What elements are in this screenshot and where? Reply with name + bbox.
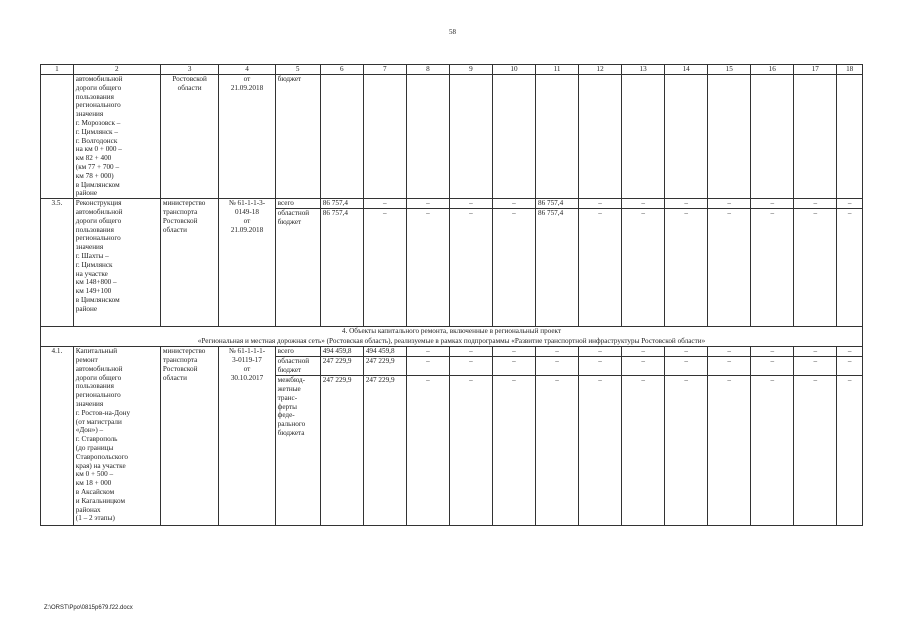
- empty-value-dash: –: [579, 357, 622, 376]
- empty-value-dash: –: [449, 357, 492, 376]
- cell-line: г. Цимлянск –: [75, 127, 118, 136]
- funding-source-cell: [275, 357, 320, 376]
- column-number-1: 1: [41, 65, 74, 75]
- empty-value-dash: –: [579, 376, 622, 526]
- cell-line: в Аксайском: [75, 487, 115, 496]
- cell-line: г. Шахты –: [75, 251, 109, 260]
- empty-value-dash: –: [794, 357, 837, 376]
- cell-line: автомобильной: [75, 364, 123, 373]
- cell-line: министерство: [162, 199, 206, 208]
- column-number-9: 9: [449, 65, 492, 75]
- cell-line: бюджет: [277, 75, 302, 83]
- cell-line: 21.09.2018: [230, 225, 264, 234]
- document-cell: [219, 75, 275, 199]
- cell-line: км 78 + 000): [75, 171, 114, 180]
- empty-value-dash: –: [837, 347, 863, 357]
- empty-value-dash: –: [794, 199, 837, 209]
- cell-line: ремонт: [75, 355, 98, 364]
- empty-value-dash: –: [751, 357, 794, 376]
- empty-value-dash: –: [363, 209, 406, 327]
- cell-line: бюджет: [277, 217, 302, 226]
- column-number-16: 16: [751, 65, 794, 75]
- file-path-footer: Z:\ORST\Ppo\0815p679.f22.docx: [44, 605, 133, 611]
- cell-line: г. Морозовск –: [75, 118, 121, 127]
- cell-line: г. Ставрополь: [75, 435, 118, 444]
- empty-value-dash: –: [449, 347, 492, 357]
- empty-value-dash: –: [536, 376, 579, 526]
- empty-value-dash: –: [622, 357, 665, 376]
- empty-value-dash: –: [406, 209, 449, 327]
- cell-line: районе: [75, 304, 98, 313]
- row-number-cell: 4.1.: [41, 347, 74, 526]
- cell-line: дороги общего: [75, 83, 122, 92]
- section-heading-line1: 4. Объекты капитального ремонта, включенные в региональный проект: [341, 327, 562, 336]
- column-number-14: 14: [665, 65, 708, 75]
- value-col11: 86 757,4: [536, 209, 579, 327]
- column-number-11: 11: [536, 65, 579, 75]
- cell-line: (от магистрали: [75, 417, 122, 426]
- funding-source-cell: [275, 75, 320, 199]
- cell-line: бюджет: [277, 365, 302, 374]
- continuation-row: [41, 75, 863, 199]
- cell-line: транс-: [277, 393, 298, 402]
- cell-line: (км 77 + 700 –: [75, 162, 120, 171]
- cell-line: ферты: [277, 402, 297, 411]
- empty-value-dash: –: [622, 199, 665, 209]
- empty-value-dash: –: [837, 209, 863, 327]
- cell-line: министерство: [162, 347, 206, 356]
- empty-value-dash: –: [708, 199, 751, 209]
- cell-line: в Цимлянском: [75, 295, 120, 304]
- column-number-12: 12: [579, 65, 622, 75]
- empty-value-dash: –: [579, 347, 622, 357]
- cell-line: бюджета: [277, 428, 305, 437]
- cell-line: края) на участке: [75, 461, 126, 470]
- empty-value-dash: –: [751, 376, 794, 526]
- cell-line: км 18 + 000: [75, 479, 112, 488]
- cell-line: Ростовской: [172, 75, 207, 83]
- cell-line: транспорта: [162, 355, 198, 364]
- cell-line: и Кагальницком: [75, 496, 126, 505]
- column-number-10: 10: [492, 65, 535, 75]
- column-number-7: 7: [363, 65, 406, 75]
- empty-value-dash: –: [665, 347, 708, 357]
- value-col6: 247 229,9: [320, 357, 363, 376]
- object-row-4-1: [41, 347, 863, 357]
- section-heading-row: [41, 327, 863, 347]
- cell-line: регионального: [75, 234, 121, 243]
- cell-line: Капитальный: [75, 347, 118, 356]
- column-number-17: 17: [794, 65, 837, 75]
- cell-line: пользования: [75, 225, 114, 234]
- column-number-15: 15: [708, 65, 751, 75]
- empty-value-dash: –: [794, 376, 837, 526]
- object-row-3-5: [41, 199, 863, 209]
- empty-value-dash: –: [492, 376, 535, 526]
- cell-line: км 148+800 –: [75, 278, 117, 287]
- funding-source-cell: [275, 347, 320, 357]
- funding-source-cell: [275, 376, 320, 526]
- cell-line: 30.10.2017: [230, 373, 264, 382]
- cell-line: пользования: [75, 382, 114, 391]
- empty-value-dash: –: [622, 376, 665, 526]
- empty-value-dash: –: [536, 347, 579, 357]
- cell-line: от: [243, 364, 251, 373]
- empty-value-dash: –: [449, 199, 492, 209]
- cell-line: регионального: [75, 101, 121, 110]
- column-number-18: 18: [837, 65, 863, 75]
- empty-value-dash: –: [837, 199, 863, 209]
- empty-value-dash: –: [837, 376, 863, 526]
- cell-line: г. Ростов-на-Дону: [75, 408, 131, 417]
- cell-line: области: [162, 225, 187, 234]
- section-heading: [41, 327, 863, 347]
- empty-value-dash: –: [837, 357, 863, 376]
- empty-value-dash: –: [622, 347, 665, 357]
- empty-value-dash: –: [406, 357, 449, 376]
- empty-value-dash: –: [665, 199, 708, 209]
- cell-line: г. Цимлянск: [75, 260, 113, 269]
- cell-line: дороги общего: [75, 216, 122, 225]
- cell-line: районах: [75, 505, 101, 514]
- value-col6: 247 229,9: [320, 376, 363, 526]
- cell-line: автомобильной: [75, 75, 123, 83]
- empty-value-dash: –: [579, 199, 622, 209]
- cell-line: всего: [277, 199, 294, 208]
- organization-cell: [160, 75, 218, 199]
- section-heading-line2: «Региональная и местная дорожная сеть» (Ростовская область), реализуемые в рамках подпрограммы «Развитие транспортной инфраструктуры Ростовской области»: [197, 336, 706, 345]
- cell-line: на участке: [75, 269, 108, 278]
- cell-line: от: [243, 216, 251, 225]
- cell-line: Ставропольского: [75, 452, 128, 461]
- empty-value-dash: –: [492, 347, 535, 357]
- cell-line: области: [162, 373, 187, 382]
- empty-value-dash: –: [794, 347, 837, 357]
- column-number-8: 8: [406, 65, 449, 75]
- cell-line: значения: [75, 399, 104, 408]
- budget-table: [40, 64, 863, 526]
- cell-line: транспорта: [162, 207, 198, 216]
- empty-value-dash: –: [579, 209, 622, 327]
- cell-line: (до границы: [75, 443, 114, 452]
- cell-line: «Дон») –: [75, 426, 104, 435]
- empty-value-dash: –: [751, 199, 794, 209]
- organization-cell: [160, 199, 218, 327]
- empty-value-dash: –: [708, 209, 751, 327]
- empty-value-dash: –: [665, 376, 708, 526]
- empty-value-dash: –: [665, 357, 708, 376]
- empty-value-dash: –: [708, 376, 751, 526]
- cell-line: км 149+100: [75, 287, 112, 296]
- empty-value-dash: –: [708, 357, 751, 376]
- empty-value-dash: –: [406, 347, 449, 357]
- cell-line: пользования: [75, 92, 114, 101]
- empty-value-dash: –: [449, 376, 492, 526]
- column-number-3: 3: [160, 65, 218, 75]
- empty-value-dash: –: [406, 199, 449, 209]
- value-col6: 494 459,8: [320, 347, 363, 357]
- value-col7: 247 229,9: [363, 376, 406, 526]
- cell-line: 21.09.2018: [230, 83, 264, 92]
- cell-line: 3-0119-17: [232, 355, 262, 364]
- cell-line: от: [243, 75, 251, 83]
- column-number-row: [41, 65, 863, 75]
- row-number-cell: 3.5.: [41, 199, 74, 327]
- object-name-cell: [73, 347, 160, 526]
- cell-line: рального: [277, 420, 306, 429]
- empty-value-dash: –: [665, 209, 708, 327]
- organization-cell: [160, 347, 218, 526]
- cell-line: (1 – 2 этапы): [75, 514, 115, 523]
- value-col6: 86 757,4: [320, 199, 363, 209]
- cell-line: 0149-18: [235, 207, 259, 216]
- cell-line: в Цимлянском: [75, 180, 120, 189]
- empty-value-dash: –: [536, 357, 579, 376]
- funding-source-cell: [275, 199, 320, 209]
- empty-value-dash: –: [708, 347, 751, 357]
- empty-value-dash: –: [751, 209, 794, 327]
- cell-line: значения: [75, 243, 104, 252]
- cell-line: феде-: [277, 411, 295, 420]
- empty-value-dash: –: [492, 209, 535, 327]
- empty-value-dash: –: [622, 209, 665, 327]
- column-number-4: 4: [219, 65, 275, 75]
- cell-line: всего: [277, 347, 294, 356]
- value-col7: 494 459,8: [363, 347, 406, 357]
- cell-line: автомобильной: [75, 207, 123, 216]
- empty-value-dash: –: [406, 376, 449, 526]
- column-number-2: 2: [73, 65, 160, 75]
- cell-line: г. Волгодонск: [75, 136, 118, 145]
- document-cell: [219, 347, 275, 526]
- cell-line: регионального: [75, 391, 121, 400]
- cell-line: областной: [277, 357, 310, 366]
- page-number: 58: [449, 28, 456, 36]
- column-number-6: 6: [320, 65, 363, 75]
- cell-line: на км 0 + 000 –: [75, 145, 122, 154]
- cell-line: Ростовской: [162, 364, 198, 373]
- value-col6: 86 757,4: [320, 209, 363, 327]
- column-number-13: 13: [622, 65, 665, 75]
- funding-source-cell: [275, 209, 320, 327]
- cell-line: области: [177, 83, 202, 92]
- cell-line: областной: [277, 209, 310, 218]
- cell-line: значения: [75, 110, 104, 119]
- value-col7: 247 229,9: [363, 357, 406, 376]
- row-number-cell: [41, 75, 74, 199]
- cell-line: Реконструкция: [75, 199, 122, 208]
- cell-line: км 0 + 500 –: [75, 470, 114, 479]
- cell-line: № 61-1-1-1-: [228, 347, 266, 356]
- empty-value-dash: –: [751, 347, 794, 357]
- value-col11: 86 757,4: [536, 199, 579, 209]
- cell-line: межбюд-: [277, 376, 305, 385]
- object-name-cell: [73, 199, 160, 327]
- empty-value-dash: –: [363, 199, 406, 209]
- empty-value-dash: –: [492, 199, 535, 209]
- empty-value-dash: –: [449, 209, 492, 327]
- empty-value-dash: –: [794, 209, 837, 327]
- document-cell: [219, 199, 275, 327]
- cell-line: Ростовской: [162, 216, 198, 225]
- cell-line: № 61-1-1-3-: [228, 199, 266, 208]
- object-name-cell: [73, 75, 160, 199]
- cell-line: жетные: [277, 384, 301, 393]
- cell-line: районе: [75, 189, 98, 198]
- cell-line: км 82 + 400: [75, 154, 112, 163]
- column-number-5: 5: [275, 65, 320, 75]
- empty-value-dash: –: [492, 357, 535, 376]
- cell-line: дороги общего: [75, 373, 122, 382]
